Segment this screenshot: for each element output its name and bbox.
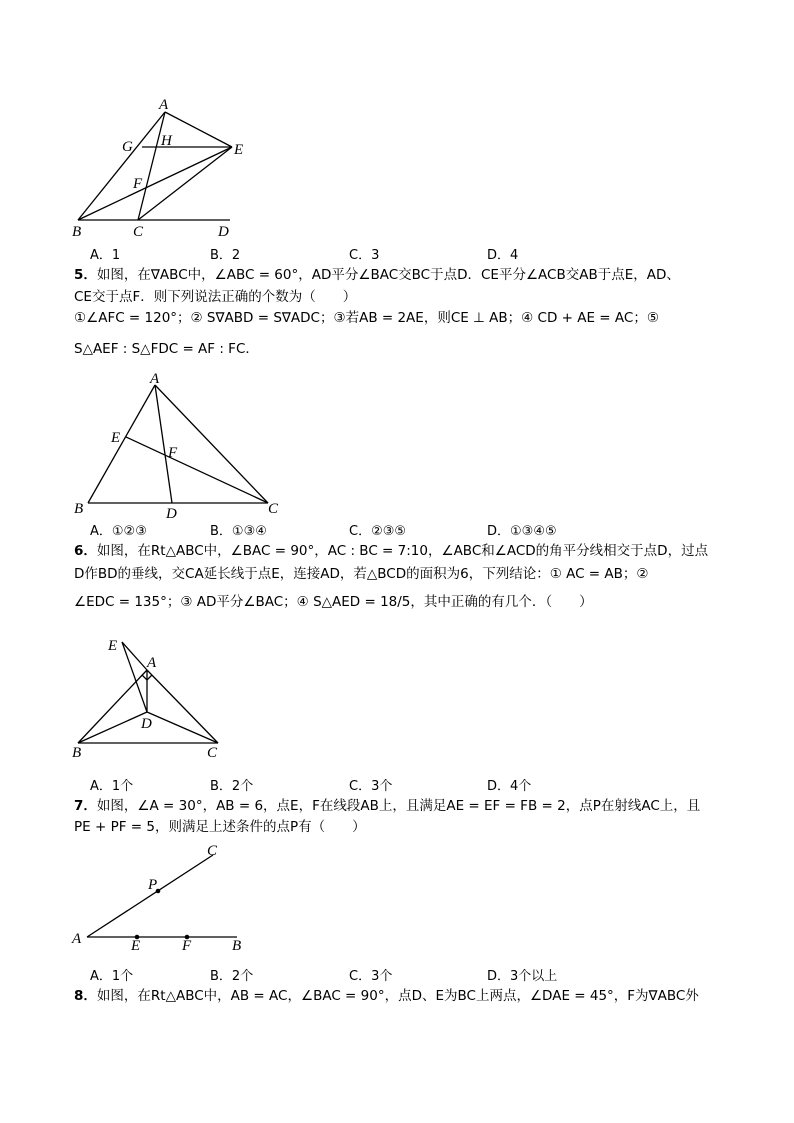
q5-label: F [168, 445, 178, 461]
q5-label: D [166, 506, 177, 522]
q4-label: F [133, 176, 143, 192]
q7-label: C [207, 843, 218, 859]
q6-line-2: D作BD的垂线，交CA延长线于点E，连接AD，若△BCD的面积为6，下列结论：① AC = AB；② [74, 566, 649, 582]
question-number: 5． [74, 267, 97, 283]
q6-options [90, 775, 730, 795]
question-number: 8． [74, 988, 97, 1004]
q6-segment-ea [122, 642, 147, 670]
option-d[interactable]: D．4个 [487, 779, 532, 794]
q5-figure [60, 368, 300, 523]
q4-figure [60, 90, 260, 245]
q5-line-2: CE交于点F．则下列说法正确的个数为（ ） [74, 289, 357, 305]
q5-label: A [150, 371, 160, 387]
q4-label: D [218, 224, 229, 240]
q5-line-3: ①∠AFC = 120°；② S∇ABD = S∇ADC；③若AB = 2AE，则CE ⊥ AB；④ CD + AE = AC；⑤ [74, 310, 659, 326]
option-d[interactable]: D．①③④⑤ [487, 524, 557, 539]
option-a[interactable]: A．①②③ [90, 524, 147, 539]
q6-segment-ba [78, 670, 147, 743]
q7-label: P [148, 877, 158, 893]
q7-label: F [182, 938, 192, 954]
option-b[interactable]: B．①③④ [210, 524, 267, 539]
q5-options [90, 520, 730, 540]
q5-segment-ac [155, 385, 268, 503]
q5-label: B [74, 501, 84, 517]
q6-segment-bd [78, 712, 147, 743]
q5-line-4: S△AEF : S△FDC = AF : FC． [74, 341, 259, 357]
q7-text-line [74, 796, 700, 816]
q6-label: C [207, 745, 218, 761]
q4-label: G [122, 139, 133, 155]
q8-line-1: 如图，在Rt△ABC中，AB = AC，∠BAC = 90°，点D、E为BC上两点，∠DAE = 45°，F为∇ABC外 [96, 988, 699, 1004]
q6-label: A [147, 655, 157, 671]
option-c[interactable]: C．②③⑤ [349, 524, 407, 539]
option-a[interactable]: A．1个 [90, 779, 134, 794]
q4-label: E [234, 142, 244, 158]
q4-label: C [133, 224, 144, 240]
q4-label: B [72, 224, 82, 240]
q7-label: A [72, 931, 82, 947]
q5-segment-ad [155, 385, 172, 503]
q7-ray-ac [87, 855, 213, 937]
question-number: 7． [74, 798, 97, 814]
option-b[interactable]: B．2个 [210, 969, 254, 984]
q4-label: H [161, 133, 172, 149]
option-a[interactable]: A．1 [90, 248, 121, 263]
q6-label: B [72, 745, 82, 761]
option-b[interactable]: B．2个 [210, 779, 254, 794]
q7-figure [60, 838, 260, 958]
q5-segment-ab [88, 385, 155, 503]
q6-text-line [74, 541, 708, 561]
q7-options [90, 965, 730, 985]
q6-segment-ac [147, 670, 218, 743]
q7-label: E [131, 938, 141, 954]
q6-segment-dc [147, 712, 218, 743]
option-c[interactable]: C．3 [349, 248, 380, 263]
q4-segment-ae [165, 112, 232, 147]
q6-label: D [141, 716, 152, 732]
q6-line-3: ∠EDC = 135°；③ AD平分∠BAC；④ S△AED = 18/5，其中正确的有几个．（ ） [74, 594, 593, 610]
q4-segment-be [78, 147, 232, 220]
q5-segment-ec [126, 437, 268, 503]
q7-line-1: 如图，∠A = 30°，AB = 6，点E，F在线段AB上，且满足AE = EF = FB = 2，点P在射线AC上，且 [96, 798, 701, 814]
question-number: 6． [74, 543, 97, 559]
q4-label: A [159, 97, 169, 113]
q4-segment-ce [138, 147, 232, 220]
q6-figure [60, 630, 260, 765]
option-d[interactable]: D．3个以上 [487, 969, 558, 984]
q7-label: B [232, 938, 242, 954]
q5-text-line [74, 265, 680, 285]
q7-line-2: PE + PF = 5，则满足上述条件的点P有（ ） [74, 819, 366, 835]
option-d[interactable]: D．4 [487, 248, 519, 263]
option-b[interactable]: B．2 [210, 248, 241, 263]
option-c[interactable]: C．3个 [349, 969, 393, 984]
q5-label: E [111, 430, 121, 446]
q6-label: E [108, 638, 118, 654]
q4-options [90, 244, 730, 264]
q5-label: C [268, 501, 279, 517]
q6-line-1: 如图，在Rt△ABC中，∠BAC = 90°，AC : BC = 7:10，∠ABC和∠ACD的角平分线相交于点D，过点 [96, 543, 709, 559]
q5-line-1: 如图，在∇ABC中，∠ABC = 60°，AD平分∠BAC交BC于点D．CE平分∠ACB交AB于点E，AD、 [96, 267, 680, 283]
option-c[interactable]: C．3个 [349, 779, 393, 794]
q8-text-line [74, 986, 699, 1006]
option-a[interactable]: A．1个 [90, 969, 134, 984]
